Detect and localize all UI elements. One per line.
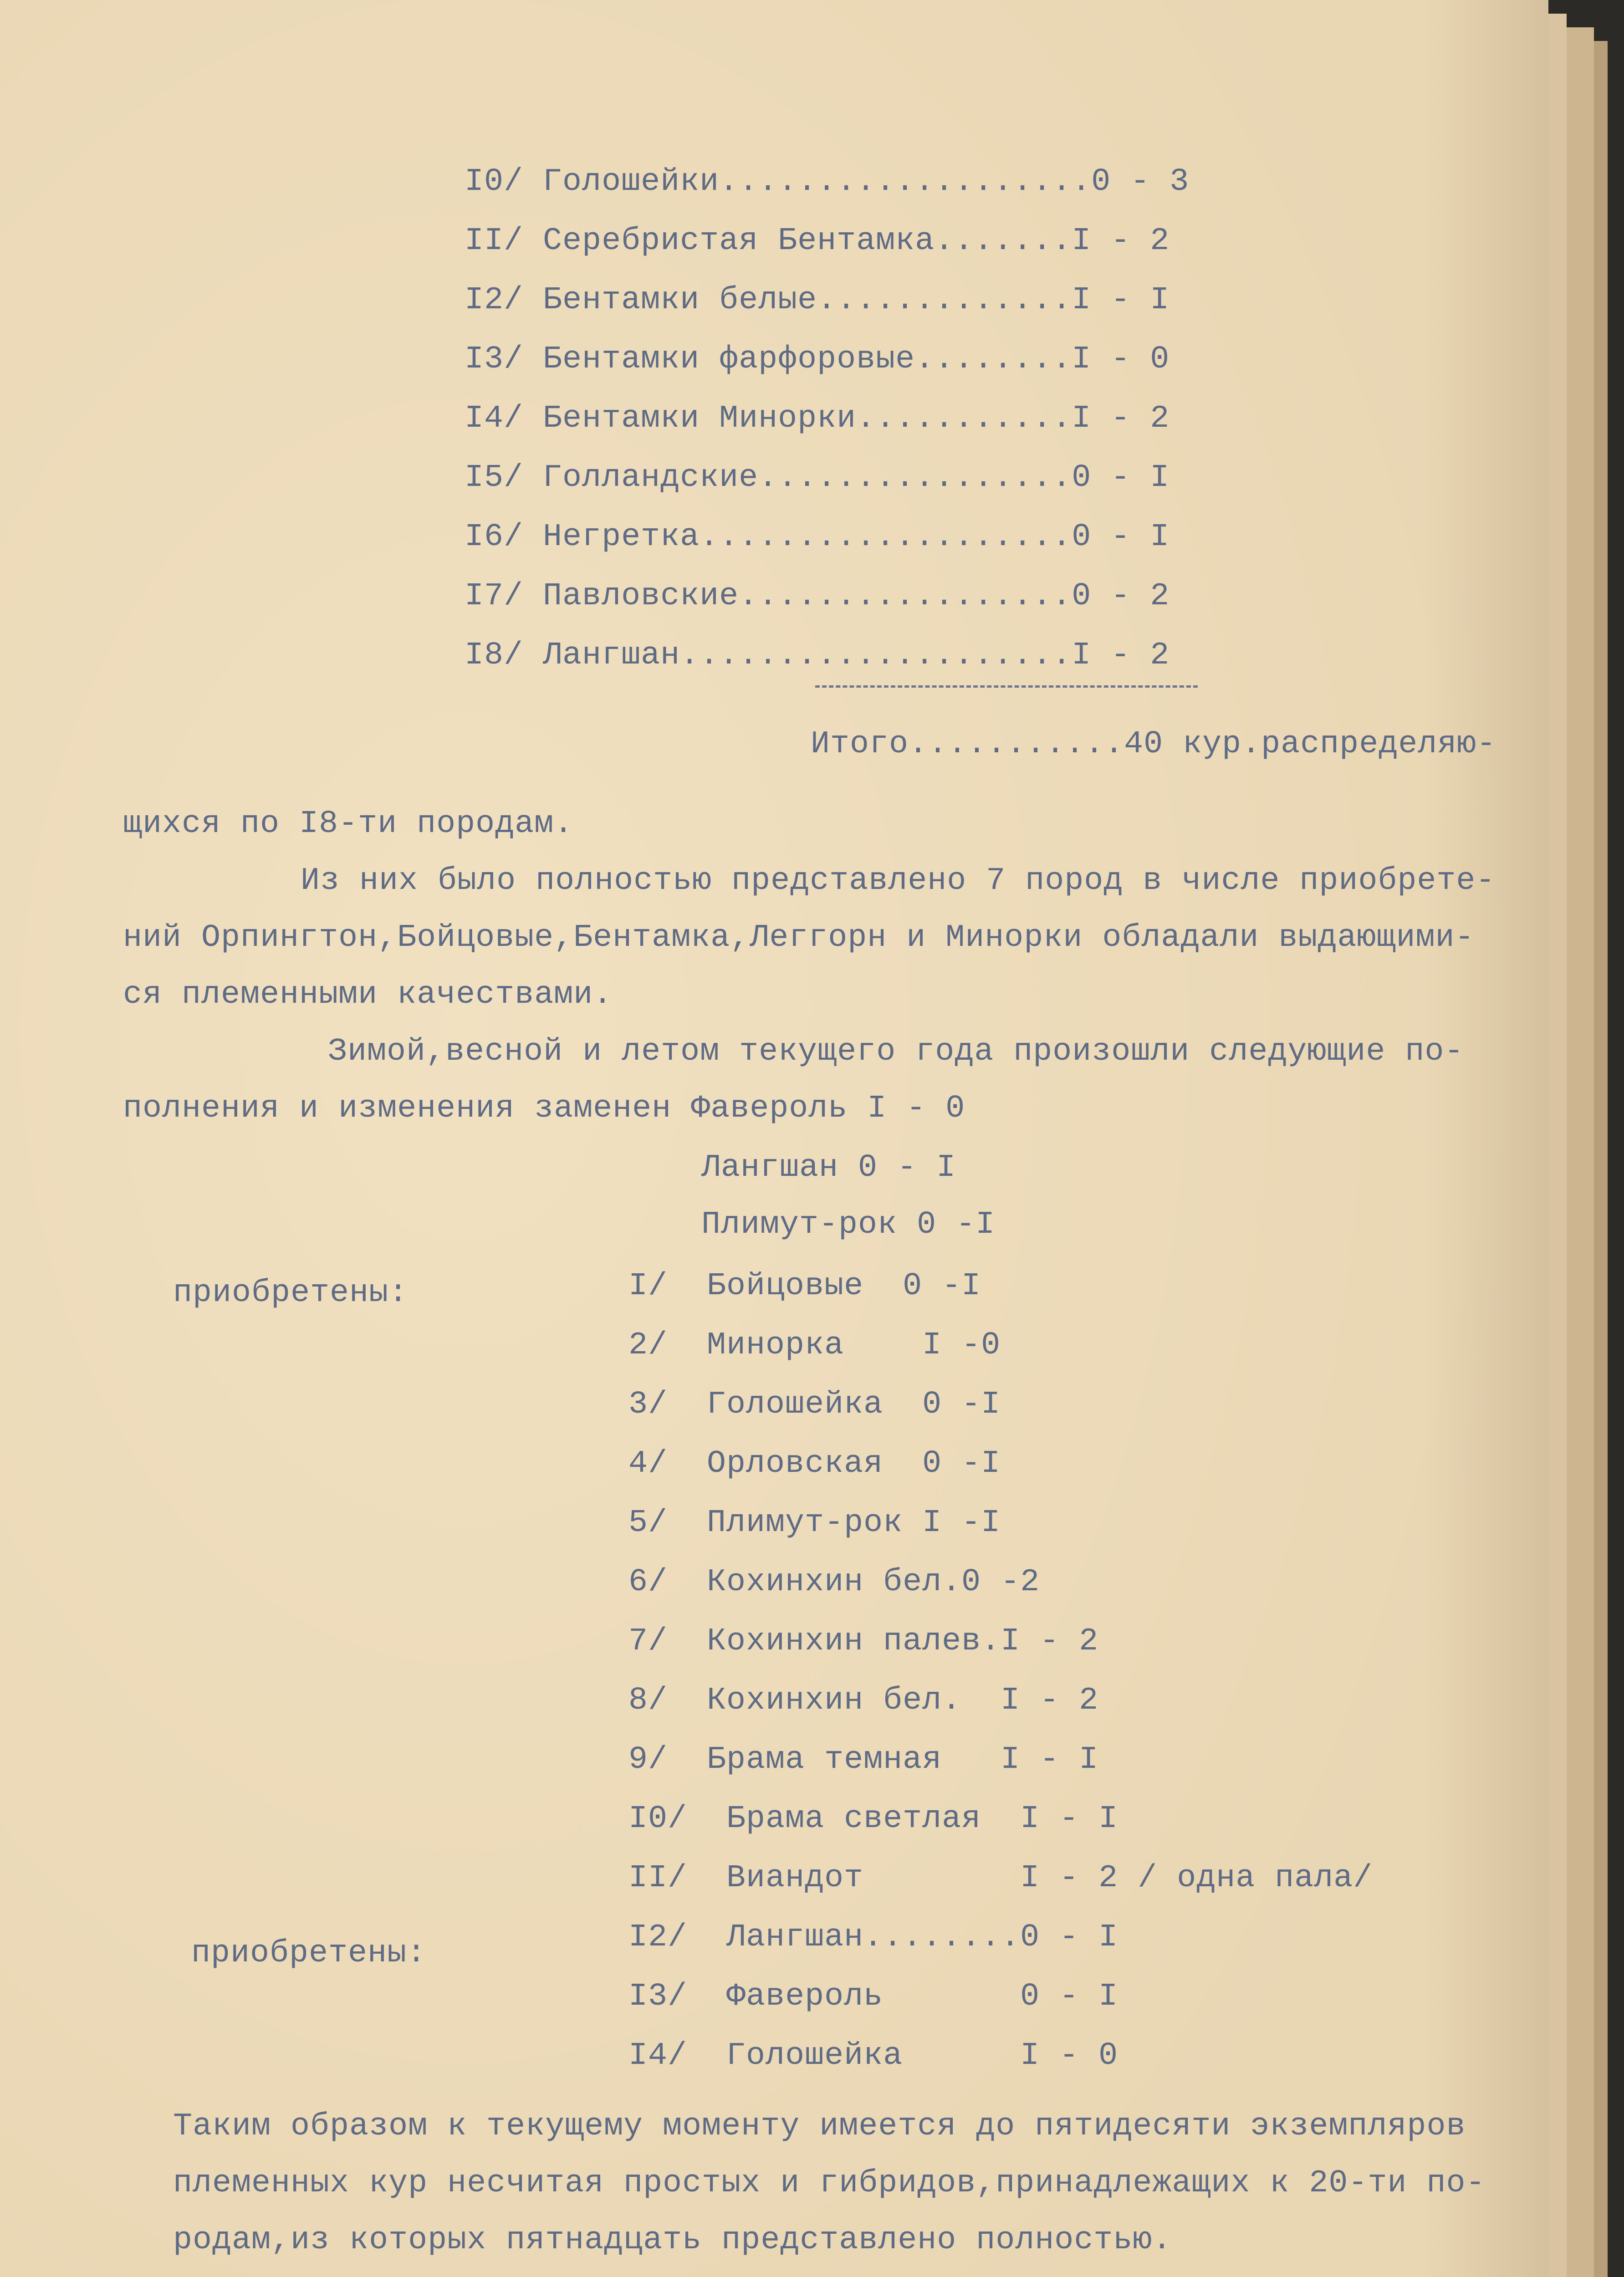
item-number: II/ bbox=[628, 1860, 688, 1896]
item-text: Минорка I -0 bbox=[707, 1327, 1001, 1363]
item-number: I0/ bbox=[465, 164, 524, 200]
item-text: Фавероль 0 - I bbox=[726, 1979, 1118, 2015]
item-text: Плимут-рок I -I bbox=[707, 1505, 1001, 1541]
item-value: I - 2 bbox=[1072, 401, 1170, 437]
list-item bbox=[628, 1268, 981, 1305]
paragraph-line: полнения и изменения заменен Фавероль I - 0 bbox=[123, 1091, 965, 1127]
item-text: Орловская 0 -I bbox=[707, 1446, 1001, 1482]
item-text: Кохинхин бел.0 -2 bbox=[707, 1564, 1040, 1600]
paper-edge bbox=[1594, 41, 1608, 2277]
list-item bbox=[628, 1327, 1001, 1364]
list-item bbox=[465, 638, 1169, 674]
item-text: Кохинхин бел. I - 2 bbox=[707, 1683, 1099, 1719]
list-item bbox=[628, 1387, 1001, 1423]
item-number: 8/ bbox=[628, 1683, 668, 1719]
list-item bbox=[465, 223, 1169, 260]
total-line: Итого...........40 кур.распределяю- bbox=[811, 726, 1496, 762]
item-number: I2/ bbox=[465, 282, 524, 318]
item-number: II/ bbox=[465, 223, 524, 259]
list-item bbox=[628, 1683, 1098, 1719]
paragraph-line: Из них было полностью представлено 7 пород в числе приобрете- bbox=[301, 863, 1496, 899]
list-item bbox=[628, 1860, 1373, 1897]
item-label: Павловские................. bbox=[543, 578, 1072, 614]
item-text: Брама темная I - I bbox=[707, 1742, 1099, 1778]
list-item bbox=[465, 164, 1189, 200]
item-label: Голошейки................... bbox=[543, 164, 1092, 200]
item-value: I - I bbox=[1072, 282, 1170, 318]
item-number: 5/ bbox=[628, 1505, 668, 1541]
item-value: 0 - 2 bbox=[1072, 578, 1170, 614]
item-value: 0 - I bbox=[1072, 519, 1170, 555]
item-number: 9/ bbox=[628, 1742, 668, 1778]
list-item bbox=[465, 460, 1169, 496]
item-number: I3/ bbox=[465, 342, 524, 378]
item-number: I8/ bbox=[465, 638, 524, 674]
item-text: Голошейка 0 -I bbox=[707, 1387, 1001, 1423]
item-value: 0 - I bbox=[1072, 460, 1170, 496]
item-text: Брама светлая I - I bbox=[726, 1801, 1118, 1837]
item-text: Лангшан........0 - I bbox=[726, 1920, 1118, 1955]
item-text: Бойцовые 0 -I bbox=[707, 1268, 981, 1304]
list-item bbox=[465, 401, 1169, 437]
item-text: Виандот I - 2 / одна пала/ bbox=[726, 1860, 1373, 1896]
paragraph-line: ся племенными качествами. bbox=[123, 977, 613, 1013]
item-number: 7/ bbox=[628, 1624, 668, 1659]
replaced-item: Лангшан 0 - I bbox=[701, 1150, 956, 1186]
list-item bbox=[628, 1446, 1001, 1482]
divider-line bbox=[815, 685, 1198, 688]
list-item bbox=[628, 1564, 1040, 1601]
item-value: I - 2 bbox=[1072, 223, 1170, 259]
list-item bbox=[628, 1801, 1118, 1838]
item-label: Негретка................... bbox=[543, 519, 1072, 555]
item-number: I2/ bbox=[628, 1920, 688, 1955]
item-label: Бентамки фарфоровые........ bbox=[543, 342, 1072, 378]
list-item bbox=[465, 519, 1169, 556]
paragraph-line: племенных кур несчитая простых и гибридов,принадлежащих к 20-ти по- bbox=[173, 2165, 1486, 2201]
item-number: I0/ bbox=[628, 1801, 688, 1837]
item-text: Голошейка I - 0 bbox=[726, 2038, 1118, 2074]
list-item bbox=[465, 342, 1169, 378]
list-item bbox=[628, 2038, 1118, 2074]
acquired-label: приобретены: bbox=[173, 1275, 409, 1311]
paragraph-line: Таким образом к текущему моменту имеется до пятидесяти экземпляров bbox=[173, 2109, 1466, 2144]
item-label: Голландские................ bbox=[543, 460, 1072, 496]
item-text: Кохинхин палев.I - 2 bbox=[707, 1624, 1099, 1659]
item-number: 3/ bbox=[628, 1387, 668, 1423]
paragraph-line: щихся по I8-ти породам. bbox=[123, 806, 574, 842]
item-number: 4/ bbox=[628, 1446, 668, 1482]
item-number: I4/ bbox=[628, 2038, 688, 2074]
item-number: I5/ bbox=[465, 460, 524, 496]
item-number: I/ bbox=[628, 1268, 668, 1304]
paragraph-line: ний Орпингтон,Бойцовые,Бентамка,Леггорн и Минорки обладали выдающими- bbox=[123, 920, 1475, 956]
acquired-label: приобретены: bbox=[191, 1935, 427, 1971]
list-item bbox=[628, 1742, 1098, 1778]
paper-edge bbox=[1548, 14, 1567, 2277]
list-item bbox=[628, 1920, 1118, 1956]
list-item bbox=[628, 1624, 1098, 1660]
item-number: I6/ bbox=[465, 519, 524, 555]
list-item bbox=[628, 1505, 1001, 1542]
item-number: I4/ bbox=[465, 401, 524, 437]
item-number: 2/ bbox=[628, 1327, 668, 1363]
list-item bbox=[465, 578, 1169, 615]
paragraph-line: Зимой,весной и летом текущего года произошли следующие по- bbox=[328, 1034, 1464, 1070]
item-label: Бентамки белые............. bbox=[543, 282, 1072, 318]
list-item bbox=[628, 1979, 1118, 2015]
item-value: 0 - 3 bbox=[1091, 164, 1190, 200]
item-number: 6/ bbox=[628, 1564, 668, 1600]
item-number: I7/ bbox=[465, 578, 524, 614]
item-number: I3/ bbox=[628, 1979, 688, 2015]
item-label: Серебристая Бентамка....... bbox=[543, 223, 1072, 259]
item-value: I - 0 bbox=[1072, 342, 1170, 378]
item-label: Лангшан.................... bbox=[543, 638, 1072, 674]
replaced-item: Плимут-рок 0 -I bbox=[701, 1207, 996, 1243]
paragraph-line: родам,из которых пятнадцать представлено полностью. bbox=[173, 2222, 1172, 2258]
list-item bbox=[465, 282, 1169, 319]
paper-edge bbox=[1567, 27, 1594, 2277]
item-label: Бентамки Минорки........... bbox=[543, 401, 1072, 437]
item-value: I - 2 bbox=[1072, 638, 1170, 674]
